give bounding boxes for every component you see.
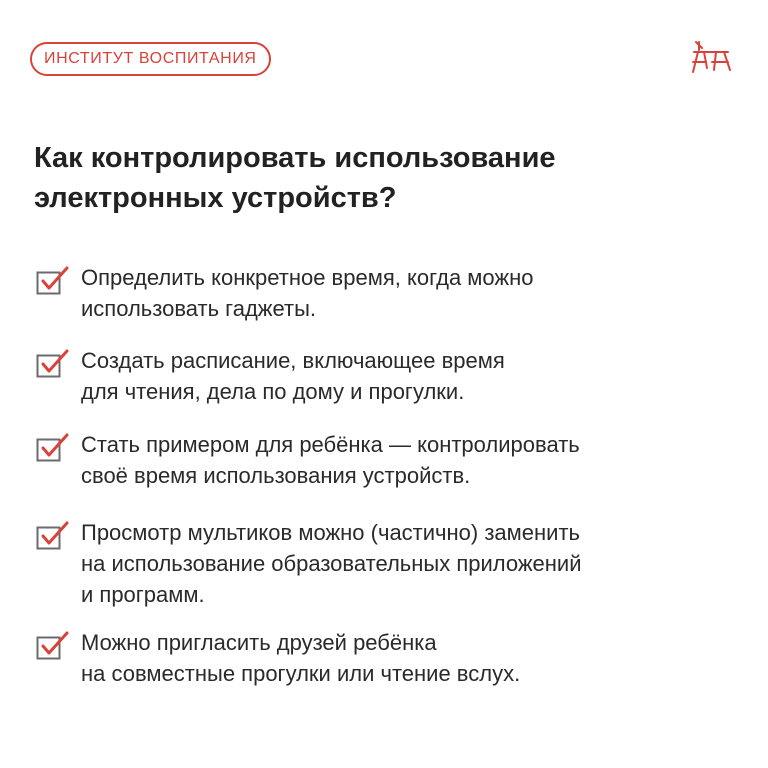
tip-line: Просмотр мультиков можно (частично) заменить xyxy=(81,520,580,545)
tip-item xyxy=(36,429,736,491)
checkbox-checked-icon xyxy=(36,265,70,295)
tip-line: Можно пригласить друзей ребёнка xyxy=(81,630,437,655)
tip-item xyxy=(36,517,736,610)
title-line: Как контролировать использование xyxy=(34,142,556,174)
tip-text xyxy=(81,262,721,324)
tip-line: Создать расписание, включающее время xyxy=(81,348,505,373)
title-line: электронных устройств? xyxy=(34,182,397,214)
chair-logo-icon xyxy=(690,40,732,74)
tip-text xyxy=(81,627,721,689)
tip-item xyxy=(36,262,736,324)
checkbox-checked-icon xyxy=(36,520,70,550)
page-title xyxy=(34,138,714,218)
tip-line: своё время использования устройств. xyxy=(81,463,471,488)
checkbox-checked-icon xyxy=(36,348,70,378)
tip-item xyxy=(36,627,736,689)
tip-line: для чтения, дела по дому и прогулки. xyxy=(81,379,465,404)
checkbox-checked-icon xyxy=(36,630,70,660)
tip-text xyxy=(81,429,721,491)
institute-badge-label: ИНСТИТУТ ВОСПИТАНИЯ xyxy=(44,50,257,67)
tip-item xyxy=(36,345,736,407)
tip-line: Стать примером для ребёнка — контролировать xyxy=(81,432,580,457)
tip-line: Определить конкретное время, когда можно xyxy=(81,265,534,290)
tip-line: и программ. xyxy=(81,582,205,607)
tip-text xyxy=(81,345,721,407)
institute-badge xyxy=(30,42,271,76)
tip-line: на совместные прогулки или чтение вслух. xyxy=(81,661,521,686)
tip-line: на использование образовательных приложений xyxy=(81,551,582,576)
tip-text xyxy=(81,517,721,610)
tip-line: использовать гаджеты. xyxy=(81,296,317,321)
checkbox-checked-icon xyxy=(36,432,70,462)
